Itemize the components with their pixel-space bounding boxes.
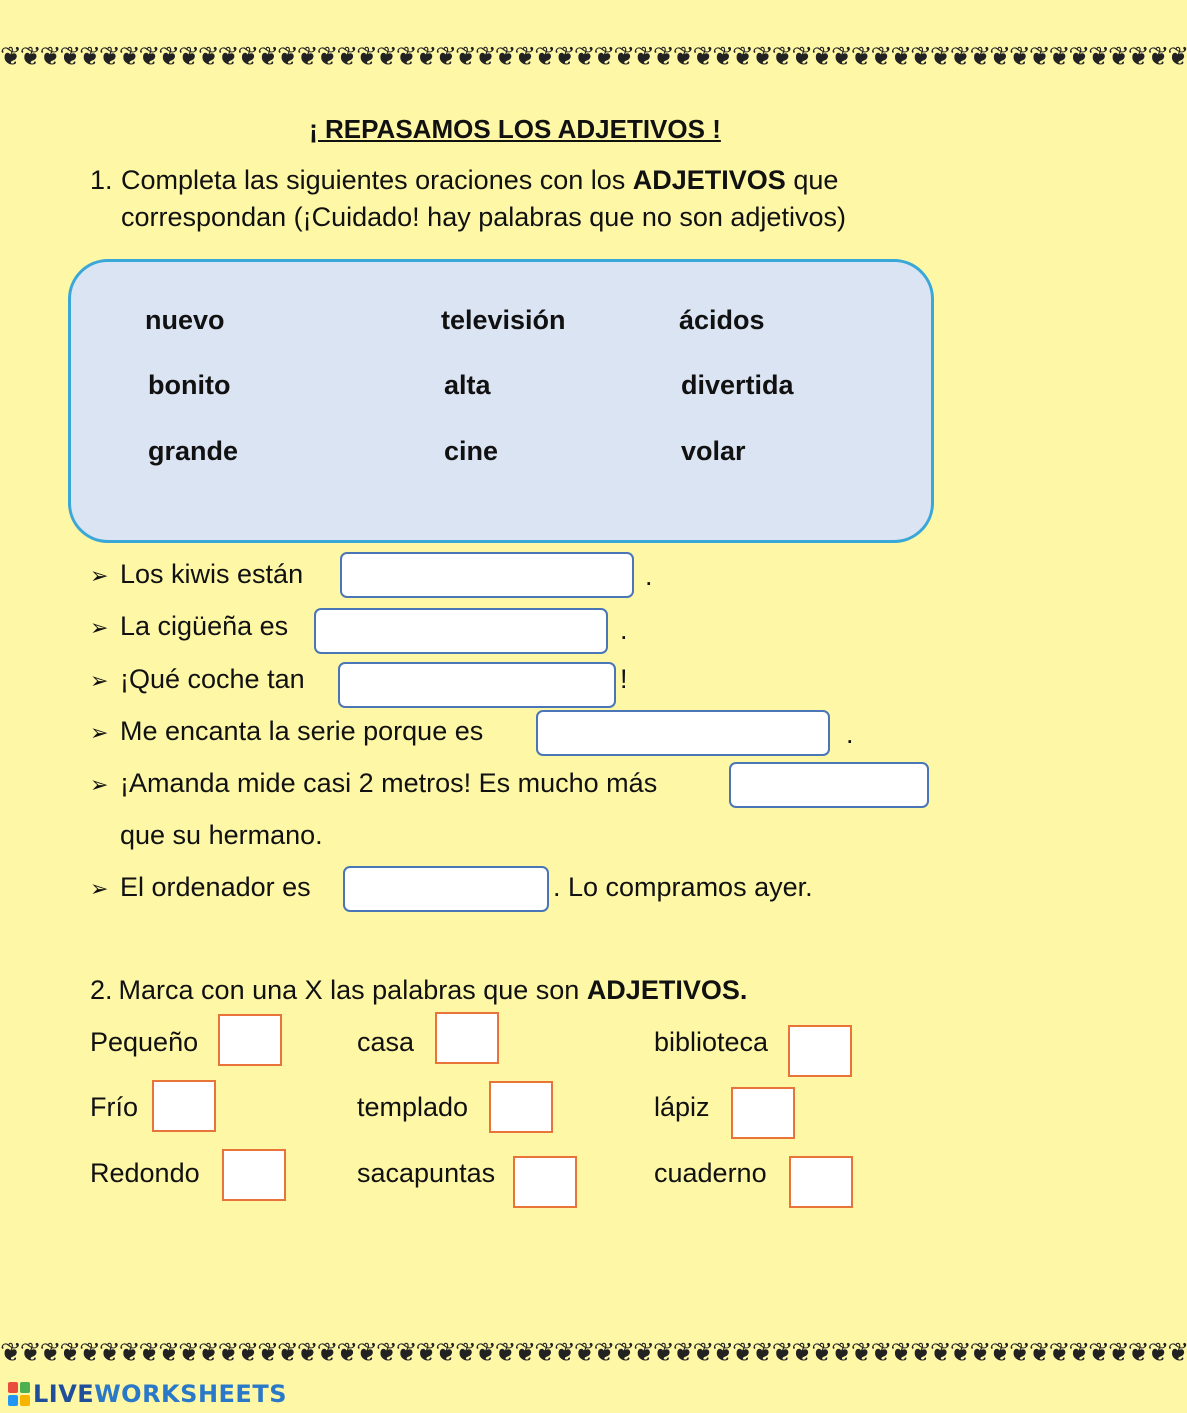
- sentence-5: [90, 763, 657, 806]
- answer-blank-4[interactable]: [536, 710, 830, 756]
- sentence-2: [90, 606, 288, 649]
- liveworksheets-icon: [8, 1382, 30, 1406]
- checkword-label: casa: [357, 1027, 415, 1057]
- answer-blank-6[interactable]: [343, 866, 549, 912]
- checkbox-sacapuntas[interactable]: [513, 1156, 577, 1208]
- checkbox-redondo[interactable]: [222, 1149, 286, 1201]
- sentence-end: .: [846, 719, 854, 749]
- sentence-end: .: [645, 561, 653, 591]
- checkbox-lapiz[interactable]: [731, 1087, 795, 1139]
- arrow-bullet-icon: ➢: [90, 721, 109, 746]
- checkword-label: biblioteca: [654, 1027, 769, 1057]
- checkword-label: templado: [357, 1092, 469, 1122]
- arrow-bullet-icon: ➢: [90, 564, 109, 589]
- checkword-label: lápiz: [654, 1092, 710, 1122]
- word-bank-box: [68, 259, 934, 543]
- decorative-border-top: ❦❦❦❦❦❦❦❦❦❦❦❦❦❦❦❦❦❦❦❦❦❦❦❦❦❦❦❦❦❦❦❦❦❦❦❦❦❦❦❦❦❦❦❦❦❦❦❦❦❦❦❦❦❦❦❦❦❦❦❦: [0, 42, 1187, 72]
- instruction-keyword: ADJETIVOS: [632, 165, 786, 195]
- instruction-text: Completa las siguientes oraciones con los: [121, 165, 633, 195]
- answer-blank-5[interactable]: [729, 762, 929, 808]
- sentence-text: ¡Qué coche tan: [120, 664, 305, 694]
- sentence-1: [90, 554, 303, 597]
- answer-blank-2[interactable]: [314, 608, 608, 654]
- sentence-end: !: [620, 664, 628, 694]
- checkword-label: Pequeño: [90, 1027, 199, 1057]
- word-bank-item: ácidos: [679, 305, 765, 335]
- page-title: ¡ REPASAMOS LOS ADJETIVOS !: [309, 114, 721, 144]
- instruction-keyword: ADJETIVOS.: [586, 975, 748, 1005]
- arrow-bullet-icon: ➢: [90, 877, 109, 902]
- sentence-text: Me encanta la serie porque es: [120, 716, 484, 746]
- question-2-instruction: [90, 972, 747, 1009]
- sentence-text: La cigüeña es: [120, 611, 289, 641]
- checkword-label: Redondo: [90, 1158, 200, 1188]
- sentence-3: [90, 659, 305, 702]
- sentence-5-continuation: que su hermano.: [120, 820, 323, 850]
- checkbox-templado[interactable]: [489, 1081, 553, 1133]
- word-bank-item: alta: [444, 370, 491, 400]
- checkbox-biblioteca[interactable]: [788, 1025, 852, 1077]
- sentence-text: Los kiwis están: [120, 559, 304, 589]
- sentence-text: El ordenador es: [120, 872, 311, 902]
- question-number: 2.: [90, 975, 113, 1005]
- sentence-text: ¡Amanda mide casi 2 metros! Es mucho más: [120, 768, 658, 798]
- word-bank-item: bonito: [148, 370, 231, 400]
- word-bank-item: divertida: [681, 370, 794, 400]
- word-bank-item: televisión: [441, 305, 566, 335]
- checkbox-cuaderno[interactable]: [789, 1156, 853, 1208]
- checkword-label: Frío: [90, 1092, 139, 1122]
- logo-text: LIVEWORKSHEETS: [33, 1380, 287, 1408]
- arrow-bullet-icon: ➢: [90, 669, 109, 694]
- decorative-border-bottom: ❦❦❦❦❦❦❦❦❦❦❦❦❦❦❦❦❦❦❦❦❦❦❦❦❦❦❦❦❦❦❦❦❦❦❦❦❦❦❦❦❦❦❦❦❦❦❦❦❦❦❦❦❦❦❦❦❦❦❦❦: [0, 1338, 1187, 1368]
- checkword-label: cuaderno: [654, 1158, 767, 1188]
- checkbox-frio[interactable]: [152, 1080, 216, 1132]
- word-bank-item: cine: [444, 436, 499, 466]
- word-bank-item: grande: [148, 436, 239, 466]
- sentence-4: [90, 711, 483, 754]
- arrow-bullet-icon: ➢: [90, 773, 109, 798]
- checkbox-casa[interactable]: [435, 1012, 499, 1064]
- instruction-text: Marca con una X las palabras que son: [118, 975, 587, 1005]
- question-1-instruction: [90, 162, 950, 236]
- sentence-6: [90, 867, 311, 910]
- question-number: 1.: [90, 165, 113, 195]
- word-bank-item: nuevo: [145, 305, 225, 335]
- checkword-label: sacapuntas: [357, 1158, 496, 1188]
- arrow-bullet-icon: ➢: [90, 616, 109, 641]
- sentence-end: . Lo compramos ayer.: [553, 872, 813, 902]
- word-bank-item: volar: [681, 436, 746, 466]
- liveworksheets-logo[interactable]: [8, 1380, 287, 1408]
- checkbox-pequeno[interactable]: [218, 1014, 282, 1066]
- sentence-end: .: [620, 615, 628, 645]
- answer-blank-1[interactable]: [340, 552, 634, 598]
- instruction-text: que correspondan (¡Cuidado! hay palabras que no son adjetivos): [121, 165, 846, 232]
- answer-blank-3[interactable]: [338, 662, 616, 708]
